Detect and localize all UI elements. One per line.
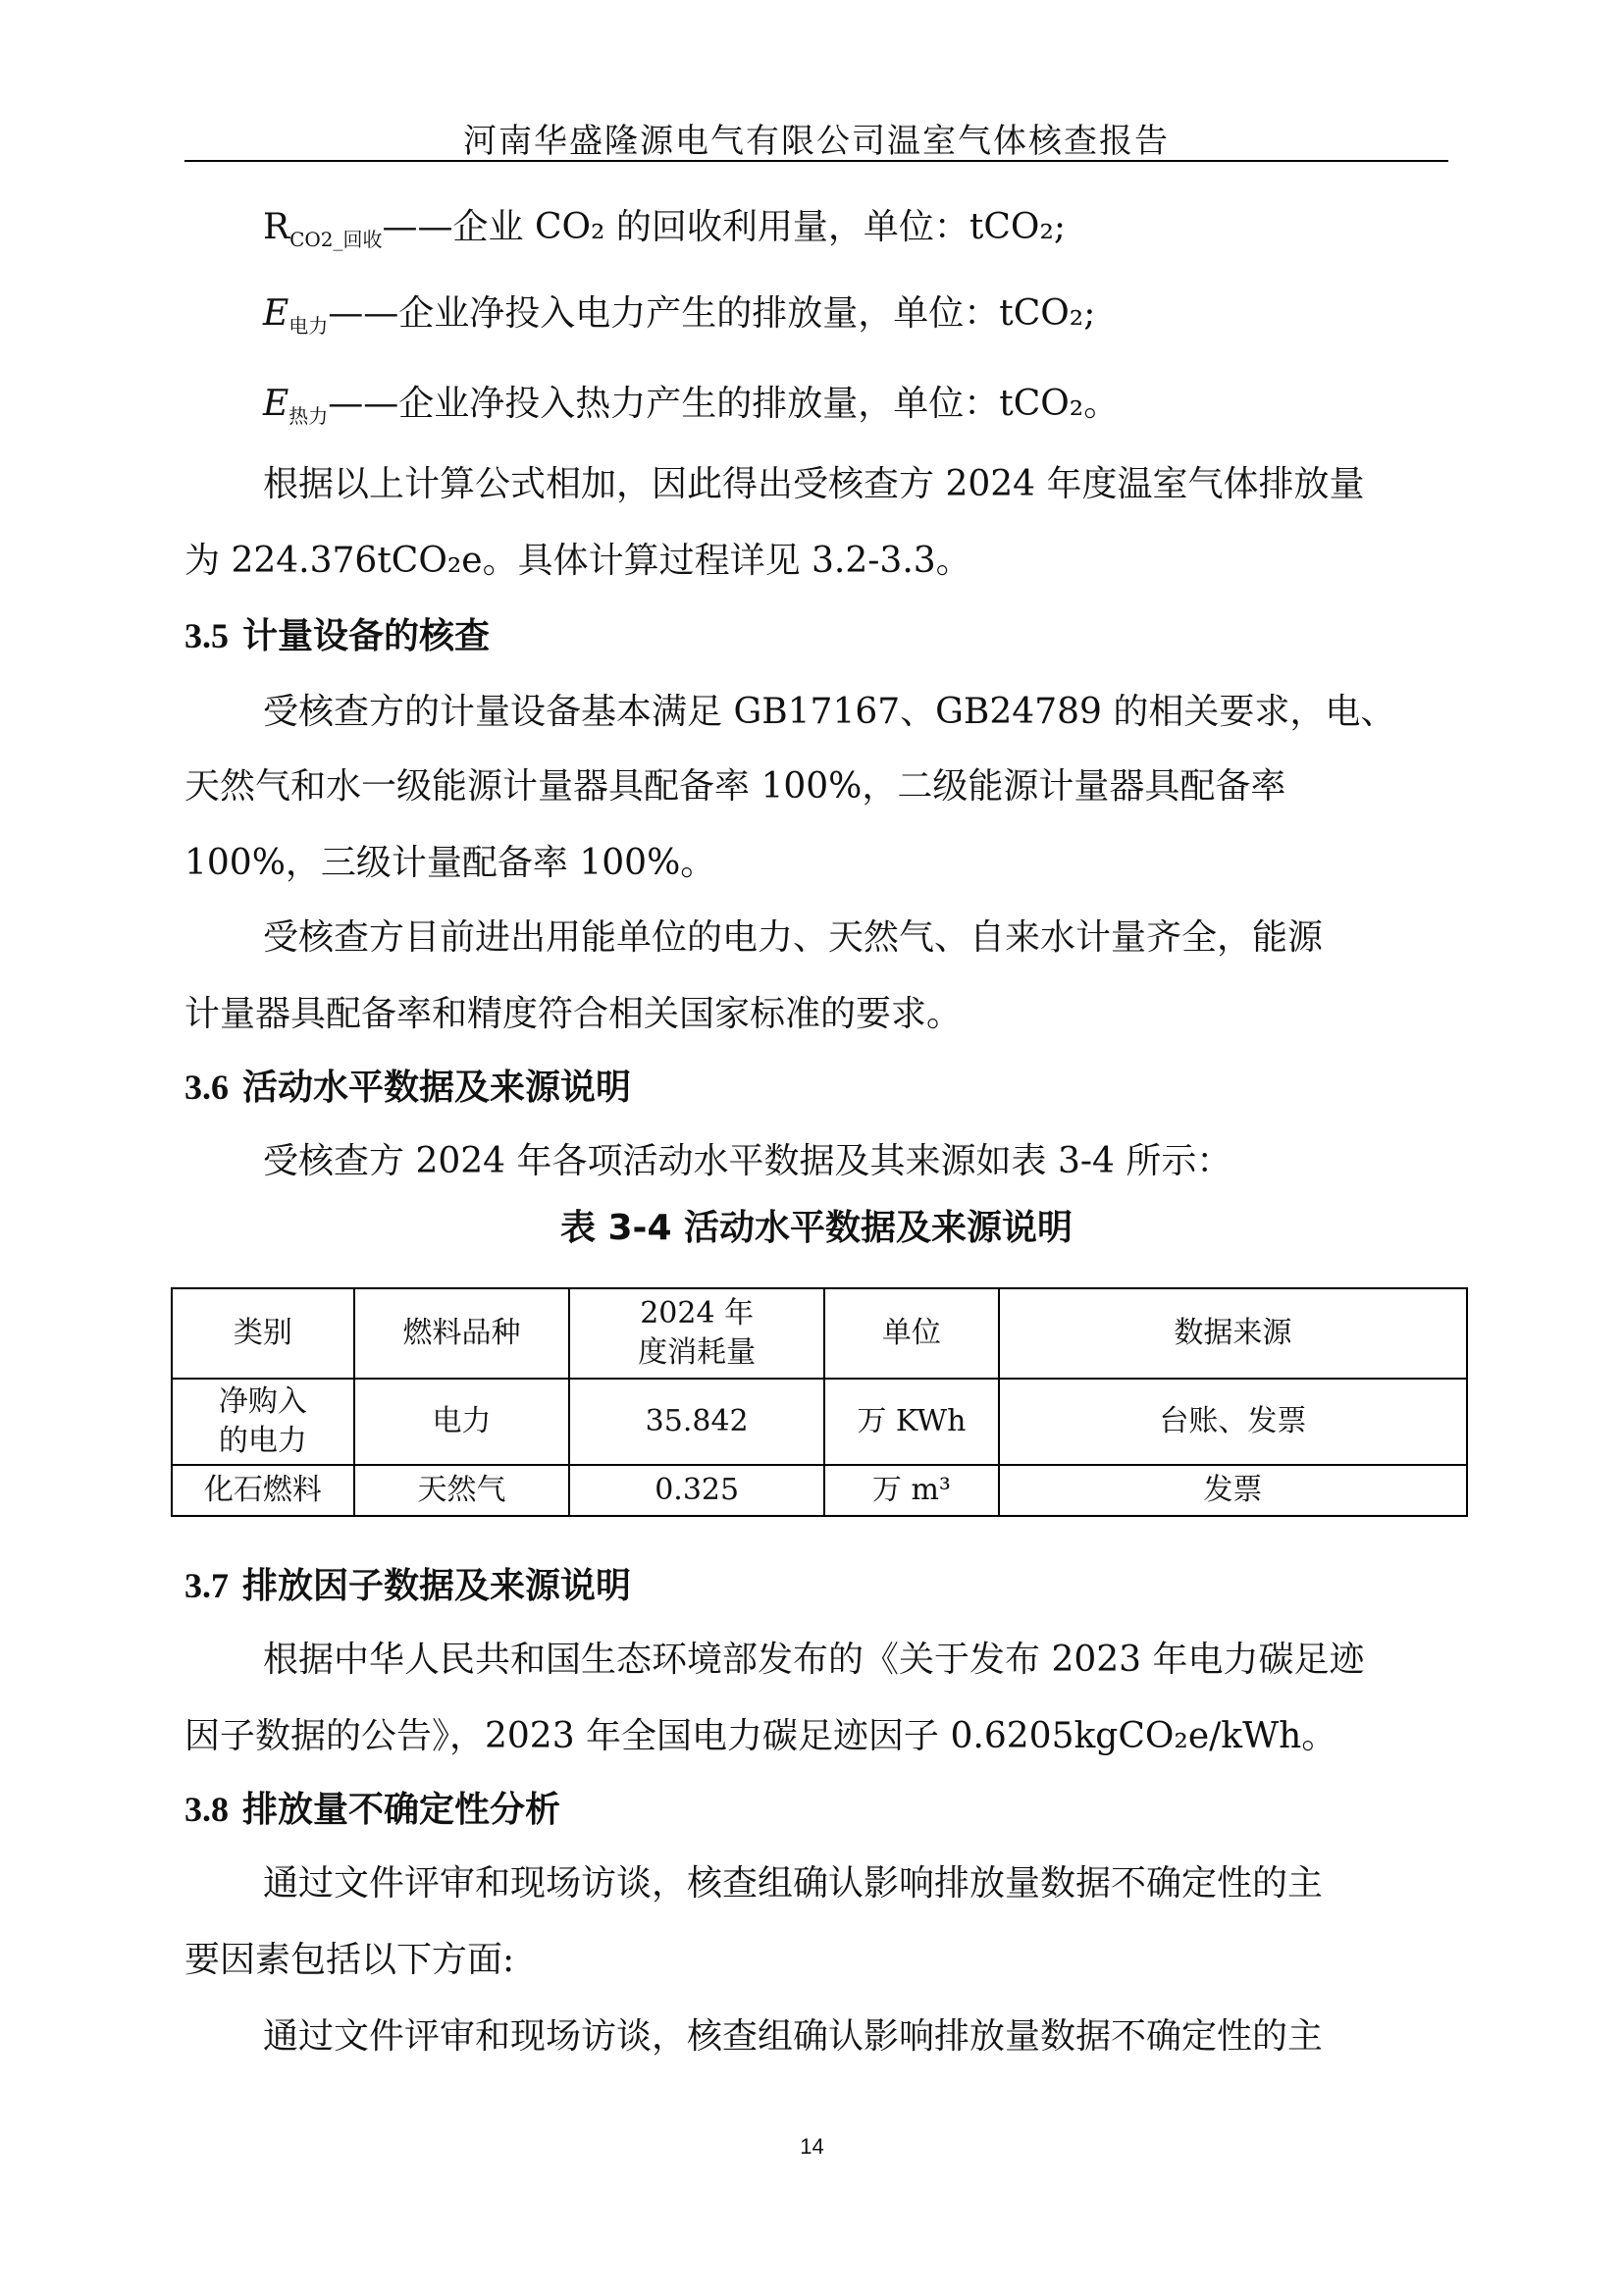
table-cell: 电力 <box>354 1379 570 1465</box>
paragraph-line: 100%，三级计量配备率 100%。 <box>184 843 716 883</box>
paragraph-line: 要因素包括以下方面: <box>184 1940 515 1980</box>
definition-text: ——企业 CO₂ 的回收利用量，单位：tCO₂; <box>382 207 1067 247</box>
definition-text: ——企业净投入电力产生的排放量，单位：tCO₂; <box>328 293 1096 334</box>
definition-e-electricity <box>263 290 1095 349</box>
summary-line: 根据以上计算公式相加，因此得出受核查方 2024 年度温室气体排放量 <box>263 464 1365 504</box>
section-number: 3.7 <box>184 1566 229 1605</box>
table-header-row <box>172 1288 1467 1379</box>
symbol: E <box>263 293 289 334</box>
table-cell: 发票 <box>999 1465 1467 1516</box>
definition-e-heat <box>263 381 1119 440</box>
section-title: 计量设备的核查 <box>242 616 491 656</box>
paragraph-line: 通过文件评审和现场访谈，核查组确认影响排放量数据不确定性的主 <box>263 1863 1324 1904</box>
symbol: R <box>263 207 290 247</box>
table-row <box>172 1465 1467 1516</box>
paragraph-line: 通过文件评审和现场访谈，核查组确认影响排放量数据不确定性的主 <box>263 2016 1324 2057</box>
symbol: E <box>263 384 289 424</box>
page-number: 14 <box>800 2134 824 2159</box>
symbol-subscript: 电力 <box>288 314 329 338</box>
section-number: 3.6 <box>184 1068 229 1107</box>
paragraph-line: 根据中华人民共和国生态环境部发布的《关于发布 2023 年电力碳足迹 <box>263 1640 1365 1680</box>
section-number: 3.8 <box>184 1790 229 1829</box>
summary-line: 为 224.376tCO₂e。具体计算过程详见 3.2-3.3。 <box>184 541 971 581</box>
section-number: 3.5 <box>184 616 229 655</box>
section-heading-3-5 <box>184 612 490 660</box>
definition-text: ——企业净投入热力产生的排放量，单位：tCO₂。 <box>328 384 1120 424</box>
table-cell: 化石燃料 <box>172 1465 354 1516</box>
section-heading-3-7 <box>184 1562 631 1610</box>
table-row <box>172 1379 1467 1465</box>
paragraph-line: 因子数据的公告》，2023 年全国电力碳足迹因子 0.6205kgCO₂e/kWh。 <box>184 1716 1337 1756</box>
page-header: 河南华盛隆源电气有限公司温室气体核查报告 <box>463 122 1170 161</box>
paragraph-line: 受核查方的计量设备基本满足 GB17167、GB24789 的相关要求，电、 <box>263 692 1396 732</box>
symbol-subscript: CO2_回收 <box>289 228 383 251</box>
table-cell: 净购入 的电力 <box>172 1379 354 1465</box>
paragraph-line: 计量器具配备率和精度符合相关国家标准的要求。 <box>184 994 963 1034</box>
header-cell: 类别 <box>172 1288 354 1379</box>
header-cell: 数据来源 <box>999 1288 1467 1379</box>
table-cell: 天然气 <box>354 1465 570 1516</box>
paragraph-line: 天然气和水一级能源计量器具配备率 100%，二级能源计量器具配备率 <box>184 766 1286 807</box>
table-cell: 万 m³ <box>824 1465 999 1516</box>
header-cell: 燃料品种 <box>354 1288 570 1379</box>
section-heading-3-8 <box>184 1786 560 1834</box>
paragraph-line: 受核查方 2024 年各项活动水平数据及其来源如表 3-4 所示： <box>263 1141 1232 1181</box>
header-divider <box>184 160 1448 162</box>
table-caption: 表 3-4 活动水平数据及来源说明 <box>559 1208 1074 1248</box>
table-cell: 0.325 <box>569 1465 824 1516</box>
table-cell: 万 KWh <box>824 1379 999 1465</box>
definition-r-co2 <box>263 204 1066 263</box>
section-heading-3-6 <box>184 1064 631 1112</box>
table-cell: 台账、发票 <box>999 1379 1467 1465</box>
section-title: 排放量不确定性分析 <box>242 1790 561 1830</box>
paragraph-line: 受核查方目前进出用能单位的电力、天然气、自来水计量齐全，能源 <box>263 917 1324 958</box>
section-title: 排放因子数据及来源说明 <box>242 1566 632 1606</box>
header-cell: 单位 <box>824 1288 999 1379</box>
section-title: 活动水平数据及来源说明 <box>242 1068 632 1108</box>
symbol-subscript: 热力 <box>288 404 329 428</box>
header-cell: 2024 年 度消耗量 <box>569 1288 824 1379</box>
table-cell: 35.842 <box>569 1379 824 1465</box>
activity-data-table <box>171 1287 1468 1517</box>
